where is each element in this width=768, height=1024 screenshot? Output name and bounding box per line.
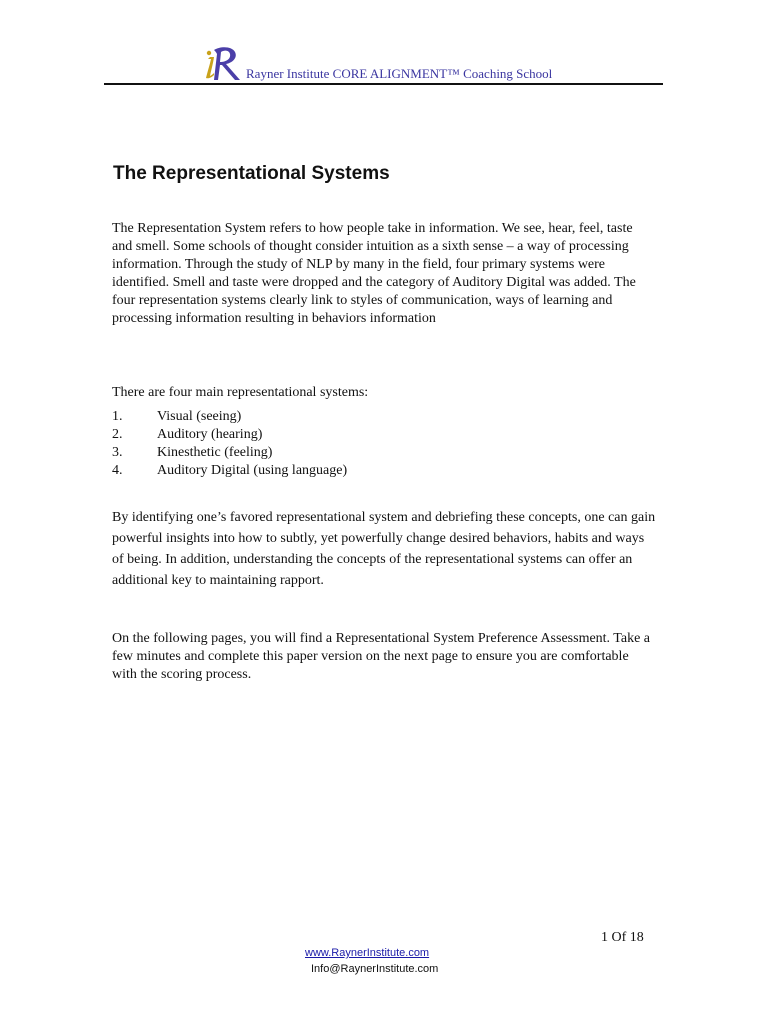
list-item-text: Auditory Digital (using language) xyxy=(157,463,348,478)
ir-logo-icon xyxy=(202,44,244,84)
contact-email: Info@RaynerInstitute.com xyxy=(311,963,439,975)
header-tagline: Rayner Institute CORE ALIGNMENT™ Coaching School xyxy=(246,66,553,81)
list-item-text: Auditory (hearing) xyxy=(157,427,263,442)
list-item-number: 1. xyxy=(112,409,123,424)
following-pages-paragraph: On the following pages, you will find a Representational System Preference Assessment. Take a few minutes and complete this paper version on the next page to ensure you are comfortable with the scoring process. xyxy=(112,631,651,682)
list-item-number: 3. xyxy=(112,445,123,460)
list-intro-paragraph: There are four main representational systems: xyxy=(112,385,369,400)
list-item-number: 4. xyxy=(112,463,123,478)
page-title: The Representational Systems xyxy=(113,163,390,184)
website-link[interactable]: www.RaynerInstitute.com xyxy=(305,947,430,959)
header-divider xyxy=(104,83,663,85)
insights-paragraph: By identifying one’s favored representational system and debriefing these concepts, one can gain powerful insights into how to subtly, yet powerfully change desired behaviors, habits and ways of being. In addition, understanding the concepts of the representational systems can offer an additional key to maintaining rapport. xyxy=(112,510,656,588)
page-number: 1 Of 18 xyxy=(601,930,644,945)
list-item-number: 2. xyxy=(112,427,123,442)
page-header xyxy=(104,42,663,86)
list-item-text: Visual (seeing) xyxy=(157,409,242,424)
intro-paragraph: The Representation System refers to how people take in information. We see, hear, feel, taste and smell. Some schools of thought consider intuition as a sixth sense – a way of processing information. Through the study of NLP by many in the field, four primary systems were identified. Smell and taste were dropped and the category of Auditory Digital was added. The four representation systems clearly link to styles of communication, ways of learning and processing information resulting in behaviors information xyxy=(112,221,636,326)
list-item-text: Kinesthetic (feeling) xyxy=(157,445,273,460)
